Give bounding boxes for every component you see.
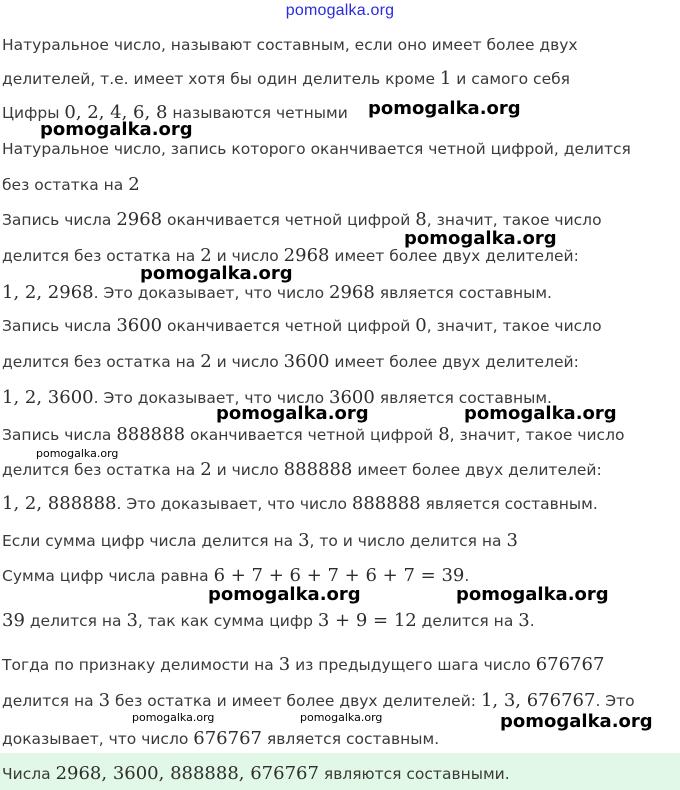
math-expression: 3600 — [329, 387, 375, 408]
text-segment: Запись числа — [2, 211, 117, 229]
math-expression: 2968 — [329, 282, 375, 303]
text-segment: доказывает, что число — [2, 730, 194, 748]
text-segment: делится на — [416, 612, 519, 630]
text-line — [2, 566, 469, 586]
text-segment: и число — [211, 461, 284, 479]
text-segment: . Это доказывает, что число — [116, 495, 352, 513]
watermark: pomogalka.org — [404, 228, 557, 249]
text-segment: является составным. — [374, 284, 552, 302]
text-line — [2, 210, 602, 230]
text-segment: Тогда по признаку делимости на — [2, 656, 279, 674]
math-expression: 3 — [278, 654, 291, 675]
text-line — [2, 729, 439, 749]
watermark: pomogalka.org — [140, 263, 293, 284]
text-segment: из предыдущего шага число — [290, 656, 536, 674]
math-expression: 1, 2, 2968 — [2, 282, 94, 303]
watermark: pomogalka.org — [216, 403, 369, 424]
math-expression: 8 — [438, 424, 450, 445]
text-segment: . Это доказывает, что число — [93, 284, 329, 302]
text-line — [2, 531, 518, 551]
text-segment: Сумма цифр числа равна — [2, 567, 214, 585]
math-expression: 6 + 7 + 6 + 7 + 6 + 7 = 39 — [213, 565, 465, 586]
text-segment: . — [529, 612, 535, 630]
watermark: pomogalka.org — [36, 447, 119, 460]
watermark: pomogalka.org — [208, 584, 361, 605]
math-expression: 1 — [439, 68, 452, 89]
text-segment: . — [464, 567, 470, 585]
text-line — [2, 283, 552, 303]
text-segment: Цифры — [2, 104, 65, 122]
watermark: pomogalka.org — [464, 403, 617, 424]
math-expression: 1, 2, 888888 — [2, 493, 117, 514]
text-segment: имеет более двух делителей: — [329, 353, 579, 371]
math-expression: 3600 — [283, 351, 330, 372]
math-expression: 2 — [200, 245, 212, 266]
text-segment: являются составными. — [318, 765, 510, 783]
text-segment: делится на — [24, 612, 127, 630]
text-segment: без остатка и имеет более двух делителей: — [110, 692, 481, 710]
math-expression: 2968 — [116, 209, 163, 230]
text-line — [2, 655, 604, 675]
text-segment: называются четными — [167, 104, 348, 122]
math-expression: 2 — [128, 174, 140, 195]
text-segment: и число — [211, 353, 284, 371]
text-segment: , так как сумма цифр — [137, 612, 318, 630]
text-line — [2, 69, 570, 89]
watermark: pomogalka.org — [456, 584, 609, 605]
math-expression: 676767 — [535, 654, 605, 675]
text-segment: оканчивается четной цифрой — [185, 426, 439, 444]
text-segment: Запись числа — [2, 317, 117, 335]
text-segment: и самого себя — [451, 70, 570, 88]
math-expression: 1, 3, 676767 — [480, 690, 596, 711]
watermark: pomogalka.org — [300, 711, 383, 724]
text-line — [2, 425, 624, 445]
text-segment: имеет более двух делителей: — [352, 461, 602, 479]
text-line — [2, 139, 631, 159]
text-segment: имеет более двух делителей: — [329, 247, 579, 265]
math-expression: 3 — [518, 610, 530, 631]
text-line — [2, 460, 602, 480]
text-line — [2, 175, 140, 195]
watermark: pomogalka.org — [500, 711, 653, 732]
text-segment: является составным. — [420, 495, 598, 513]
math-expression: 2968, 3600, 888888, 676767 — [55, 763, 319, 784]
text-segment: оканчивается четной цифрой — [162, 317, 416, 335]
answer-box — [0, 753, 680, 790]
text-segment: , значит, такое число — [426, 317, 602, 335]
text-segment: Если сумма цифр числа делится на — [2, 532, 299, 550]
text-segment: Числа — [2, 765, 56, 783]
watermark: pomogalka.org — [132, 711, 215, 724]
math-expression: 3 — [298, 530, 310, 551]
text-segment: Запись числа — [2, 426, 117, 444]
text-segment: Натуральное число, называют составным, если оно имеет более двух — [2, 36, 578, 54]
text-segment: делится без остатка на — [2, 461, 201, 479]
watermark: pomogalka.org — [40, 119, 193, 140]
math-expression: 888888 — [351, 493, 421, 514]
text-segment: делится без остатка на — [2, 247, 201, 265]
math-expression: 0 — [415, 315, 427, 336]
math-expression: 3 — [98, 690, 111, 711]
text-segment: , значит, такое число — [449, 426, 625, 444]
text-segment: является составным. — [374, 389, 552, 407]
math-expression: 3 — [506, 530, 518, 551]
text-line — [2, 352, 579, 372]
watermark: pomogalka.org — [368, 98, 521, 119]
text-segment: без остатка на — [2, 176, 129, 194]
math-expression: 2968 — [283, 245, 330, 266]
math-expression: 2 — [200, 351, 212, 372]
text-segment: и число — [211, 247, 284, 265]
math-expression: 8 — [415, 209, 427, 230]
site-header-link[interactable]: pomogalka.org — [285, 2, 395, 19]
math-expression: 3 — [126, 610, 138, 631]
text-segment: . Это доказывает, что число — [93, 389, 329, 407]
math-expression: 2 — [200, 459, 212, 480]
answer-text — [2, 764, 510, 784]
text-segment: делителей, т.е. имеет хотя бы один делитель кроме — [2, 70, 440, 88]
math-expression: 3600 — [116, 315, 163, 336]
math-expression: 3 + 9 = 12 — [317, 610, 417, 631]
math-expression: 39 — [2, 610, 25, 631]
math-expression: 676767 — [193, 728, 262, 749]
text-segment: делится без остатка на — [2, 353, 201, 371]
text-segment: , значит, такое число — [426, 211, 602, 229]
text-segment: , то и число делится на — [309, 532, 507, 550]
text-segment: Натуральное число, запись которого оканчивается четной цифрой, делится — [2, 140, 631, 158]
text-segment: . Это — [595, 692, 635, 710]
math-expression: 0, 2, 4, 6, 8 — [64, 102, 168, 123]
text-line — [2, 611, 535, 631]
text-segment: является составным. — [261, 730, 440, 748]
text-line — [2, 494, 598, 514]
text-line — [2, 35, 578, 55]
math-expression: 888888 — [116, 424, 186, 445]
text-segment: делится на — [2, 692, 99, 710]
math-expression: 888888 — [283, 459, 353, 480]
text-segment: оканчивается четной цифрой — [162, 211, 416, 229]
text-line — [2, 691, 635, 711]
text-line — [2, 316, 602, 336]
math-expression: 1, 2, 3600 — [2, 387, 94, 408]
